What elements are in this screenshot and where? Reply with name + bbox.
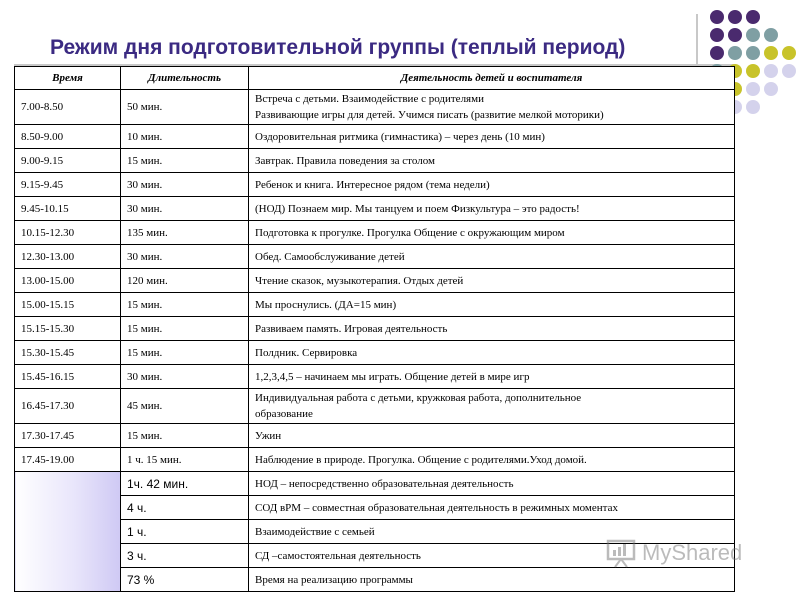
table-row bbox=[15, 424, 735, 448]
summary-activity: СД –самостоятельная деятельность bbox=[249, 544, 735, 568]
table-row bbox=[15, 269, 735, 293]
cell-activity-line: Развивающие игры для детей. Учимся писать (развитие мелкой моторики) bbox=[255, 109, 604, 121]
cell-activity: (НОД) Познаем мир. Мы танцуем и поем Физкультура – это радость! bbox=[249, 197, 735, 221]
decor-dot bbox=[746, 28, 760, 42]
cell-activity bbox=[249, 90, 735, 125]
summary-duration: 3 ч. bbox=[121, 544, 249, 568]
cell-duration: 135 мин. bbox=[121, 221, 249, 245]
decor-dot bbox=[710, 28, 724, 42]
cell-duration: 15 мин. bbox=[121, 293, 249, 317]
cell-duration: 15 мин. bbox=[121, 341, 249, 365]
decor-dot bbox=[728, 10, 742, 24]
decor-dot bbox=[710, 46, 724, 60]
summary-activity: Время на реализацию программы bbox=[249, 568, 735, 592]
summary-row bbox=[15, 568, 735, 592]
cell-time: 9.15-9.45 bbox=[15, 173, 121, 197]
cell-activity: Ужин bbox=[249, 424, 735, 448]
cell-duration: 30 мин. bbox=[121, 245, 249, 269]
table-row bbox=[15, 448, 735, 472]
cell-time: 7.00-8.50 bbox=[15, 90, 121, 125]
cell-duration: 1 ч. 15 мин. bbox=[121, 448, 249, 472]
decor-dot bbox=[764, 64, 778, 78]
cell-duration: 30 мин. bbox=[121, 197, 249, 221]
cell-time: 15.45-16.15 bbox=[15, 365, 121, 389]
cell-time: 9.45-10.15 bbox=[15, 197, 121, 221]
cell-time: 16.45-17.30 bbox=[15, 389, 121, 424]
cell-activity-line: Индивидуальная работа с детьми, кружковая работа, дополнительное bbox=[255, 392, 582, 404]
summary-row bbox=[15, 496, 735, 520]
decor-dot bbox=[746, 64, 760, 78]
table-row bbox=[15, 90, 735, 125]
summary-row bbox=[15, 472, 735, 496]
table-row bbox=[15, 125, 735, 149]
header-duration: Длительность bbox=[121, 67, 249, 90]
table-header-row bbox=[15, 67, 735, 90]
cell-time: 15.00-15.15 bbox=[15, 293, 121, 317]
summary-duration: 1 ч. bbox=[121, 520, 249, 544]
summary-activity: СОД вРМ – совместная образовательная деятельность в режимных моментах bbox=[249, 496, 735, 520]
summary-empty-cell bbox=[15, 472, 121, 592]
table-row bbox=[15, 197, 735, 221]
table-row bbox=[15, 149, 735, 173]
summary-activity: НОД – непосредственно образовательная деятельность bbox=[249, 472, 735, 496]
schedule-table bbox=[14, 66, 735, 592]
table-row bbox=[15, 173, 735, 197]
cell-duration: 50 мин. bbox=[121, 90, 249, 125]
decor-dot bbox=[782, 46, 796, 60]
cell-activity: Завтрак. Правила поведения за столом bbox=[249, 149, 735, 173]
cell-activity bbox=[249, 389, 735, 424]
decor-dot bbox=[764, 46, 778, 60]
cell-time: 9.00-9.15 bbox=[15, 149, 121, 173]
table-row bbox=[15, 245, 735, 269]
decor-dot bbox=[746, 100, 760, 114]
decor-dot bbox=[782, 64, 796, 78]
decor-dot bbox=[746, 10, 760, 24]
decor-dot bbox=[728, 28, 742, 42]
slide-title: Режим дня подготовительной группы (теплый период) bbox=[50, 36, 626, 59]
cell-activity: Развиваем память. Игровая деятельность bbox=[249, 317, 735, 341]
header-time: Время bbox=[15, 67, 121, 90]
watermark bbox=[606, 536, 766, 570]
table-row bbox=[15, 221, 735, 245]
cell-activity: Подготовка к прогулке. Прогулка Общение с окружающим миром bbox=[249, 221, 735, 245]
summary-duration: 1ч. 42 мин. bbox=[121, 472, 249, 496]
cell-activity: Полдник. Сервировка bbox=[249, 341, 735, 365]
summary-duration: 4 ч. bbox=[121, 496, 249, 520]
cell-activity: Наблюдение в природе. Прогулка. Общение с родителями.Уход домой. bbox=[249, 448, 735, 472]
summary-activity: Взаимодействие с семьей bbox=[249, 520, 735, 544]
decor-dot bbox=[746, 46, 760, 60]
watermark-text: MyShared bbox=[642, 540, 743, 565]
decor-dot bbox=[728, 46, 742, 60]
cell-time: 13.00-15.00 bbox=[15, 269, 121, 293]
table-row bbox=[15, 317, 735, 341]
cell-duration: 30 мин. bbox=[121, 173, 249, 197]
decor-dot bbox=[746, 82, 760, 96]
cell-duration: 15 мин. bbox=[121, 149, 249, 173]
cell-time: 10.15-12.30 bbox=[15, 221, 121, 245]
presentation-board-icon bbox=[606, 538, 636, 568]
header-activity: Деятельность детей и воспитателя bbox=[249, 67, 735, 90]
table-row bbox=[15, 389, 735, 424]
cell-activity: Оздоровительная ритмика (гимнастика) – через день (10 мин) bbox=[249, 125, 735, 149]
cell-time: 15.30-15.45 bbox=[15, 341, 121, 365]
cell-activity-line: образование bbox=[255, 408, 313, 420]
cell-duration: 30 мин. bbox=[121, 365, 249, 389]
table-row bbox=[15, 293, 735, 317]
table-row bbox=[15, 341, 735, 365]
decor-dot bbox=[764, 82, 778, 96]
cell-activity: Обед. Самообслуживание детей bbox=[249, 245, 735, 269]
cell-duration: 15 мин. bbox=[121, 424, 249, 448]
decor-dot bbox=[710, 10, 724, 24]
cell-activity: Чтение сказок, музыкотерапия. Отдых детей bbox=[249, 269, 735, 293]
cell-activity: Ребенок и книга. Интересное рядом (тема недели) bbox=[249, 173, 735, 197]
cell-time: 17.30-17.45 bbox=[15, 424, 121, 448]
cell-activity: 1,2,3,4,5 – начинаем мы играть. Общение детей в мире игр bbox=[249, 365, 735, 389]
cell-time: 15.15-15.30 bbox=[15, 317, 121, 341]
cell-activity: Мы проснулись. (ДА=15 мин) bbox=[249, 293, 735, 317]
cell-time: 12.30-13.00 bbox=[15, 245, 121, 269]
cell-duration: 120 мин. bbox=[121, 269, 249, 293]
summary-duration: 73 % bbox=[121, 568, 249, 592]
cell-duration: 15 мин. bbox=[121, 317, 249, 341]
cell-activity-line: Встреча с детьми. Взаимодействие с родителями bbox=[255, 93, 484, 105]
cell-duration: 10 мин. bbox=[121, 125, 249, 149]
table-row bbox=[15, 365, 735, 389]
cell-duration: 45 мин. bbox=[121, 389, 249, 424]
cell-time: 17.45-19.00 bbox=[15, 448, 121, 472]
decor-dot bbox=[764, 28, 778, 42]
cell-time: 8.50-9.00 bbox=[15, 125, 121, 149]
